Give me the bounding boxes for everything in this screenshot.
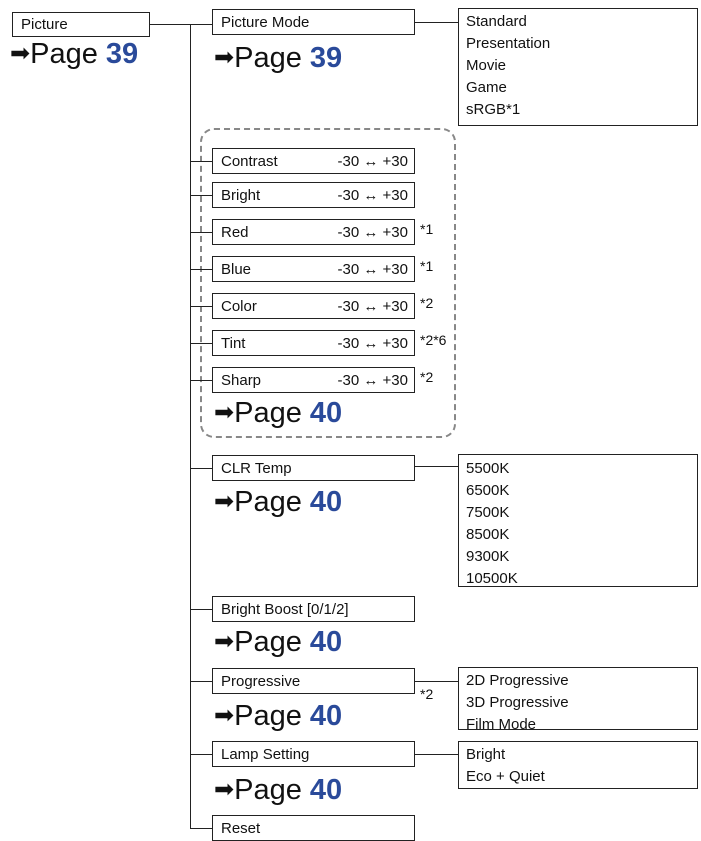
adjustment-note: *2*6: [420, 332, 447, 348]
connector: [190, 828, 212, 829]
option-item: 7500K: [466, 504, 510, 521]
option-item: Game: [466, 79, 507, 96]
adjustment-label: Contrast: [221, 153, 278, 170]
adjustment-range: -30 ↔ +30: [337, 187, 408, 204]
clr-temp-page-ref: [214, 486, 342, 518]
progressive-options-box: [458, 667, 698, 733]
option-item: Film Mode: [466, 716, 537, 733]
option-item: 3D Progressive: [466, 694, 569, 711]
bright-boost-label: Bright Boost [0/1/2]: [221, 601, 349, 618]
page-ref-number: 40: [309, 397, 343, 429]
picture-menu-box: [12, 12, 150, 37]
option-item: Standard: [466, 13, 527, 30]
arrow-right-icon: ➡: [10, 40, 31, 67]
page-ref-prefix: Page: [234, 626, 302, 658]
lamp-setting-page-ref: [214, 774, 342, 806]
picture-page-ref: [10, 38, 138, 70]
page-ref-number: 40: [309, 626, 343, 658]
adjustment-label: Tint: [221, 335, 246, 352]
arrow-right-icon: ➡: [214, 399, 235, 426]
adjustment-range: -30 ↔ +30: [337, 335, 408, 352]
picture-mode-box: [212, 9, 415, 35]
connector: [415, 754, 458, 755]
arrow-right-icon: ➡: [214, 44, 235, 71]
adjustment-row: [212, 256, 415, 282]
adjustment-range: -30 ↔ +30: [337, 261, 408, 278]
arrow-right-icon: ➡: [214, 488, 235, 515]
adjustment-row: [212, 148, 415, 174]
adjustment-label: Blue: [221, 261, 252, 278]
adjustment-row: [212, 182, 415, 208]
option-item: 9300K: [466, 548, 510, 565]
arrow-right-icon: ➡: [214, 628, 235, 655]
page-ref-number: 40: [309, 700, 343, 732]
option-item: 8500K: [466, 526, 510, 543]
clr-temp-label: CLR Temp: [221, 460, 292, 477]
picture-mode-page-ref: [214, 42, 342, 74]
connector: [190, 306, 212, 307]
arrow-right-icon: ➡: [214, 776, 235, 803]
progressive-label: Progressive: [221, 673, 301, 690]
connector: [415, 466, 458, 467]
connector: [150, 24, 212, 25]
picture-menu-label: Picture: [21, 16, 68, 33]
lamp-setting-label: Lamp Setting: [221, 746, 310, 763]
option-item: 10500K: [466, 570, 518, 587]
connector: [190, 161, 212, 162]
adjustment-note: *1: [420, 221, 434, 237]
lamp-setting-box: [212, 741, 415, 767]
connector: [190, 681, 212, 682]
page-ref-prefix: Page: [30, 38, 98, 70]
adjustment-row: [212, 293, 415, 319]
reset-box: [212, 815, 415, 841]
picture-mode-label: Picture Mode: [221, 14, 310, 31]
clr-temp-options-box: [458, 454, 698, 587]
page-ref-number: 39: [309, 42, 343, 74]
adjustment-label: Bright: [221, 187, 261, 204]
adjustment-range: -30 ↔ +30: [337, 153, 408, 170]
lamp-setting-options-box: [458, 741, 698, 789]
option-item: Eco + Quiet: [466, 768, 545, 785]
progressive-box: [212, 668, 415, 694]
connector: [190, 380, 212, 381]
progressive-options-list: [466, 670, 697, 736]
option-item: 2D Progressive: [466, 672, 569, 689]
page-ref-prefix: Page: [234, 397, 302, 429]
adjustment-range: -30 ↔ +30: [337, 372, 408, 389]
picture-mode-options-list: [466, 11, 697, 121]
connector: [190, 232, 212, 233]
option-item: Presentation: [466, 35, 551, 52]
adjustment-label: Red: [221, 224, 249, 241]
adjustment-note: *1: [420, 258, 434, 274]
connector: [415, 22, 458, 23]
adjustment-row: [212, 330, 415, 356]
connector: [190, 269, 212, 270]
adjustments-page-ref: [214, 397, 342, 429]
page-ref-prefix: Page: [234, 486, 302, 518]
connector: [190, 754, 212, 755]
option-item: 5500K: [466, 460, 510, 477]
reset-label: Reset: [221, 820, 261, 837]
clr-temp-box: [212, 455, 415, 481]
page-ref-number: 39: [105, 38, 139, 70]
option-item: Movie: [466, 57, 507, 74]
main-trunk: [190, 24, 191, 829]
option-item: 6500K: [466, 482, 510, 499]
page-ref-number: 40: [309, 774, 343, 806]
picture-mode-options-box: [458, 8, 698, 126]
connector: [190, 609, 212, 610]
bright-boost-page-ref: [214, 626, 342, 658]
adjustment-row: [212, 219, 415, 245]
clr-temp-options-list: [466, 458, 697, 590]
connector: [190, 195, 212, 196]
adjustment-row: [212, 367, 415, 393]
arrow-right-icon: ➡: [214, 702, 235, 729]
bright-boost-box: [212, 596, 415, 622]
adjustment-note: *2: [420, 369, 434, 385]
adjustment-range: -30 ↔ +30: [337, 224, 408, 241]
option-item: Bright: [466, 746, 506, 763]
adjustment-label: Color: [221, 298, 257, 315]
option-item: sRGB*1: [466, 101, 521, 118]
connector: [415, 681, 458, 682]
lamp-setting-options-list: [466, 744, 697, 788]
connector: [190, 343, 212, 344]
connector: [190, 468, 212, 469]
adjustment-label: Sharp: [221, 372, 262, 389]
adjustment-range: -30 ↔ +30: [337, 298, 408, 315]
adjustment-note: *2: [420, 295, 434, 311]
page-ref-number: 40: [309, 486, 343, 518]
progressive-note: *2: [420, 686, 434, 702]
page-ref-prefix: Page: [234, 42, 302, 74]
page-ref-prefix: Page: [234, 774, 302, 806]
progressive-page-ref: [214, 700, 342, 732]
page-ref-prefix: Page: [234, 700, 302, 732]
